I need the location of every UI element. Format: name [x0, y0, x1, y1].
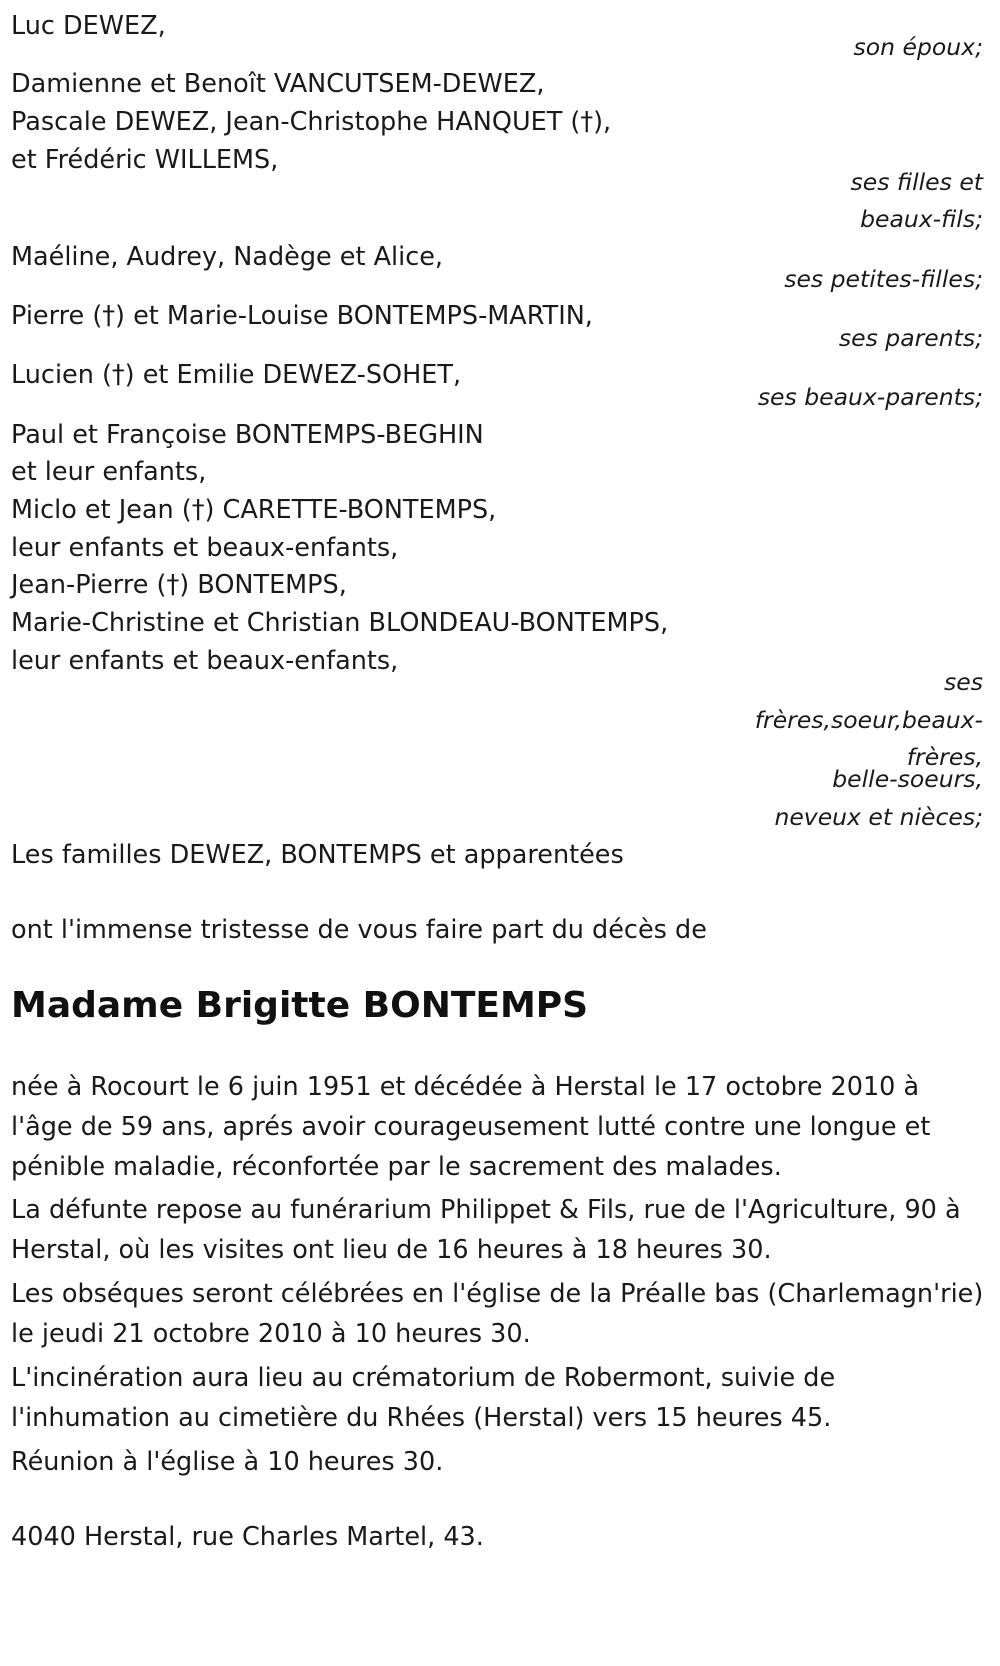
- deceased-name: Madame Brigitte BONTEMPS: [11, 985, 589, 1026]
- relation-in-laws: ses beaux-parents;: [757, 383, 983, 411]
- details-funeral-home: La défunte repose au funérarium Philippet & Fils, rue de l'Agriculture, 90 à Herstal, où les visites ont lieu de 16 heures à 18 heures 30.: [11, 1195, 961, 1265]
- family-member-sibling-line-5: Jean-Pierre (†) BONTEMPS,: [11, 570, 347, 600]
- family-member-sibling-line-4: leur enfants et beaux-enfants,: [11, 533, 399, 563]
- family-member-sibling-line-3: Miclo et Jean (†) CARETTE-BONTEMPS,: [11, 495, 497, 525]
- address: 4040 Herstal, rue Charles Martel, 43.: [11, 1522, 484, 1552]
- family-member-daughter-3: et Frédéric WILLEMS,: [11, 145, 279, 175]
- relation-husband: son époux;: [853, 33, 983, 61]
- relation-daughters-line-2: beaux-fils;: [860, 205, 983, 233]
- relation-siblings-line-3: frères,: [906, 743, 983, 771]
- family-member-grandchildren: Maéline, Audrey, Nadège et Alice,: [11, 242, 444, 272]
- family-member-husband: Luc DEWEZ,: [11, 11, 166, 41]
- relation-parents: ses parents;: [838, 324, 983, 352]
- details-ceremony: Les obséques seront célébrées en l'église de la Préalle bas (Charlemagn'rie) le jeudi 21 octobre 2010 à 10 heures 30.: [11, 1279, 984, 1349]
- family-member-parents: Pierre (†) et Marie-Louise BONTEMPS-MARTIN,: [11, 301, 593, 331]
- announcement-text: ont l'immense tristesse de vous faire part du décès de: [11, 915, 707, 945]
- families-line: Les familles DEWEZ, BONTEMPS et apparentées: [11, 840, 624, 870]
- relation-siblings-line-5: neveux et nièces;: [774, 803, 983, 831]
- relation-siblings-line-4: belle-soeurs,: [832, 765, 983, 793]
- relation-siblings-line-1: ses: [944, 668, 983, 696]
- details-birth-death: née à Rocourt le 6 juin 1951 et décédée à Herstal le 17 octobre 2010 à l'âge de 59 ans, aprés avoir courageusement lutté contre une longue et pénible maladie, réconfortée par le sacrement des malades.: [11, 1072, 931, 1182]
- relation-siblings-line-2: frères,soeur,beaux-: [754, 706, 983, 734]
- details-cremation: L'incinération aura lieu au crématorium de Robermont, suivie de l'inhumation au cimetière du Rhées (Herstal) vers 15 heures 45.: [11, 1363, 836, 1433]
- family-member-sibling-line-6: Marie-Christine et Christian BLONDEAU-BONTEMPS,: [11, 608, 669, 638]
- relation-daughters-line-1: ses filles et: [850, 168, 983, 196]
- relation-grandchildren: ses petites-filles;: [784, 265, 983, 293]
- family-member-sibling-line-2: et leur enfants,: [11, 457, 207, 487]
- family-member-sibling-line-1: Paul et Françoise BONTEMPS-BEGHIN: [11, 420, 484, 450]
- family-member-daughter-1: Damienne et Benoît VANCUTSEM-DEWEZ,: [11, 69, 545, 99]
- family-member-in-laws: Lucien (†) et Emilie DEWEZ-SOHET,: [11, 360, 462, 390]
- family-member-daughter-2: Pascale DEWEZ, Jean-Christophe HANQUET (†),: [11, 107, 612, 137]
- details-meeting: Réunion à l'église à 10 heures 30.: [11, 1447, 444, 1477]
- family-member-sibling-line-7: leur enfants et beaux-enfants,: [11, 646, 399, 676]
